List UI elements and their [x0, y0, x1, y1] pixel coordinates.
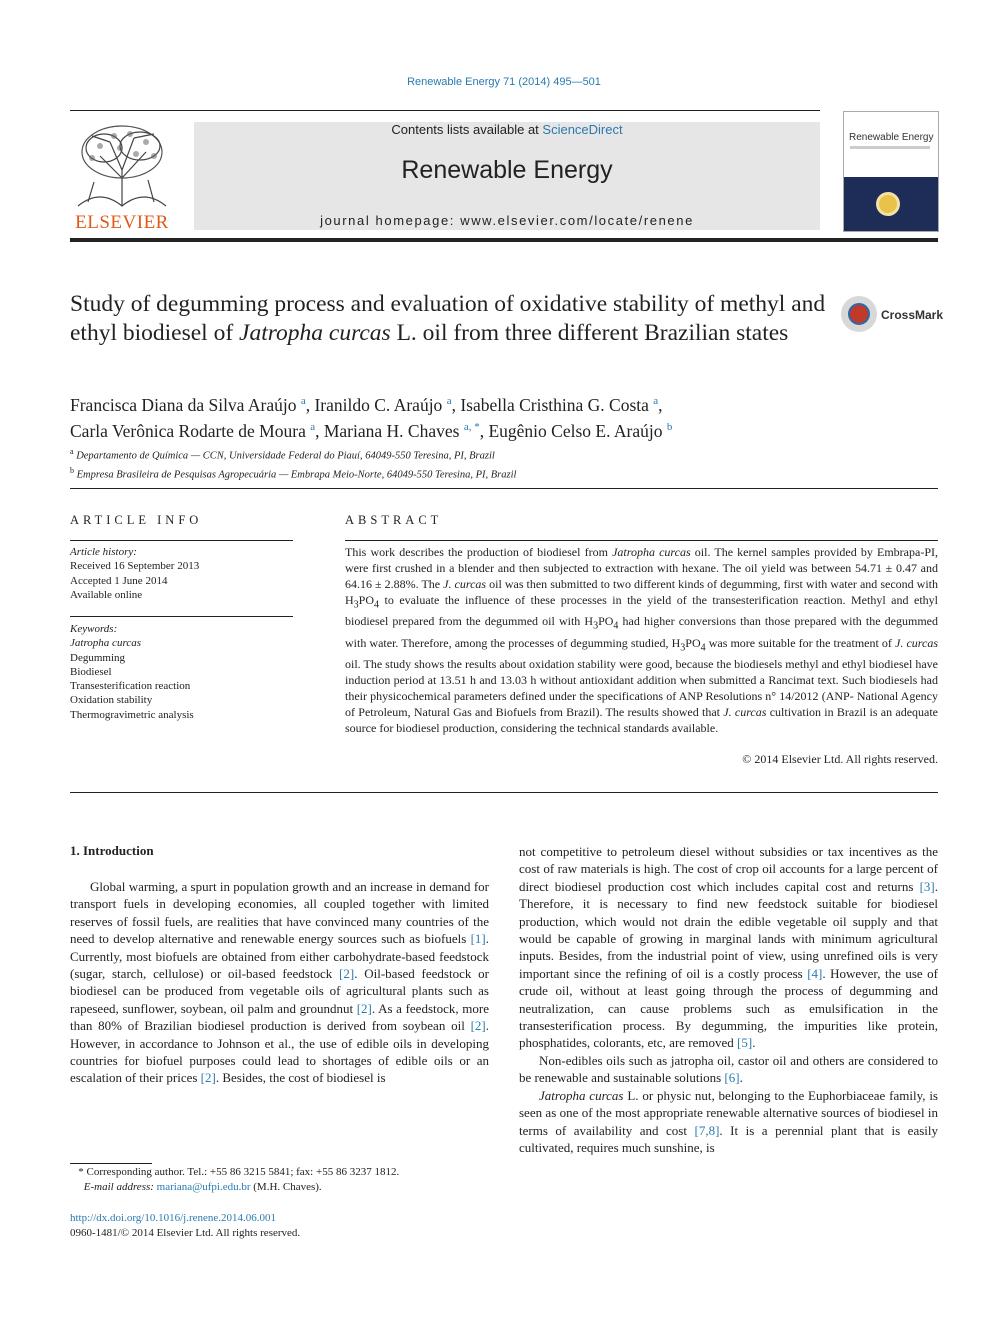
author-affil-mark[interactable]: a: [300, 395, 306, 407]
author-list: [70, 390, 930, 442]
abstract-text: This work describes the production of biodiesel from Jatropha curcas oil. The kernel samples provided by Embrapa-PI, were first crushed in a blender and then subjected to extraction with hexane. The oil yield was between 54.71 ± 0.47 and 64.16 ± 2.88%. The J. curcas oil was then submitted to two different kinds of degumming, first with water and second with $H_3PO_4$ to evaluate the influence of these processes in the yield of the transesterification reaction. Methyl and ethyl biodiesel prepared from the degummed oil with $H_3PO_4$ had higher conversions than those prepared with the degummed with water. Therefore, among the processes of degumming studied, $H_3PO_4$ was more suitable for the treatment of J. curcas oil. The study shows the results about oxidation stability were good, because the biodiesels methyl and ethyl biodiesel have induction period at 13.51 h and 13.03 h without antioxidant addition when submitted a Rancimat text. Such biodiesels had their physicochemical parameters defined under the specifications of ANP Resolutions n° 14/2012 (ANP- National Agency of Petroleum, Natural Gas and Biofuels from Brazil). The results showed that J. curcas cultivation in Brazil is an adequate source for biodiesel production, considering the technical standards available.: [345, 545, 939, 736]
affiliation-text: Empresa Brasileira de Pesquisas Agropecuária — Embrapa Meio-Norte, 64049-550 Teresina, PI, Brazil: [76, 469, 517, 480]
author-separator: ,: [479, 420, 489, 441]
contents-prefix: Contents lists available at: [391, 122, 543, 137]
title-part2: L. oil from three different Brazilian states: [390, 320, 789, 346]
author-name: Eugênio Celso E. Araújo: [488, 420, 663, 441]
author-affil-mark[interactable]: a: [310, 420, 316, 433]
corresponding-author-footnote: * Corresponding author. Tel.: +55 86 3215 5841; fax: +55 86 3237 1812. E-mail address: mariana@ufpi.edu.br (M.H. Chaves).: [70, 1166, 400, 1193]
title-part1: Study of degumming process and evaluation of oxidative stability of methyl and ethyl biodiesel of: [70, 291, 826, 346]
abstract-heading: ABSTRACT: [345, 513, 443, 527]
section-heading-introduction: 1. Introduction: [70, 843, 154, 858]
keywords-rule: [70, 616, 293, 617]
article-info-heading: ARTICLE INFO: [70, 513, 203, 527]
body-column-left: [70, 878, 489, 1087]
keyword: Oxidation stability: [70, 694, 153, 707]
footnote-rule: [70, 1163, 152, 1164]
cover-flower-icon: [879, 195, 897, 213]
journal-reference[interactable]: Renewable Energy 71 (2014) 495—501: [407, 76, 601, 88]
body-paragraph: Non-edibles oils such as jatropha oil, castor oil and others are considered to be renewable and sustainable solutions [6].: [519, 1052, 938, 1086]
title-species: Jatropha curcas: [239, 320, 391, 346]
author-affil-mark[interactable]: a, *: [463, 420, 480, 433]
keywords-label: Keywords:: [70, 623, 118, 635]
homepage-link[interactable]: www.elsevier.com/locate/renene: [460, 213, 694, 228]
body-paragraph: not competitive to petroleum diesel without subsidies or tax incentives as the cost of raw materials is high. The cost of crop oil accounts for a large percent of direct biodiesel production cost which includes capital cost and returns [3]. Therefore, it is necessary to find new feedstock suitable for biodiesel production, which would not drain the edible vegetable oil supply and that would be capable of growing in marginal lands with minimum agricultural inputs. Besides, from the industrial point of view, using unrefined oils is very important since the refining of oil is a costly process [4]. However, the use of crude oil, without at least going through the process of degumming and neutralization, can cause problems such as emulsification in the transesterification process. By degumming, the impurities like protein, phosphatides, colorants, etc, are removed [5].: [519, 844, 938, 1051]
history-item: Available online: [70, 588, 143, 601]
keywords: [70, 622, 300, 722]
author-separator: ,: [658, 394, 663, 415]
sciencedirect-link[interactable]: ScienceDirect: [542, 122, 623, 137]
journal-cover: [843, 111, 939, 232]
elsevier-wordmark: ELSEVIER: [75, 212, 169, 233]
keyword: Thermogravimetric analysis: [70, 708, 194, 721]
cover-title: Renewable Energy: [849, 132, 934, 143]
author-separator: ,: [451, 394, 461, 415]
article-info-rule: [70, 540, 293, 541]
corresponding-text: Corresponding author. Tel.: +55 86 3215 5841; fax: +55 86 3237 1812.: [86, 1166, 400, 1178]
header-bottom-rule: [70, 238, 938, 242]
article-history: [70, 545, 300, 602]
author-separator: ,: [315, 420, 324, 441]
author-name: Carla Verônica Rodarte de Moura: [70, 420, 306, 441]
history-item: Received 16 September 2013: [70, 560, 200, 573]
affiliation-rule: [70, 488, 938, 489]
journal-name: Renewable Energy: [401, 156, 613, 184]
elsevier-logo: [70, 118, 174, 234]
abstract-copyright: © 2014 Elsevier Ltd. All rights reserved.: [742, 752, 938, 766]
crossmark-badge[interactable]: [841, 296, 944, 336]
journal-banner: [194, 122, 820, 230]
author-affil-mark[interactable]: a: [653, 395, 659, 407]
author-name: Mariana H. Chaves: [323, 420, 460, 441]
author-name: Francisca Diana da Silva Araújo: [70, 394, 297, 415]
history-item: Accepted 1 June 2014: [70, 574, 168, 587]
author-name: Isabella Cristhina G. Costa: [460, 394, 649, 415]
top-rule: [70, 110, 820, 111]
affiliation-text: Departamento de Química — CCN, Universidade Federal do Piauí, 64049-550 Teresina, PI, Brazil: [76, 450, 495, 462]
keyword: Jatropha curcas: [70, 637, 141, 650]
cover-art: [844, 177, 938, 231]
crossmark-label: CrossMark: [881, 308, 944, 322]
affiliation: [70, 445, 930, 464]
doi-link[interactable]: http://dx.doi.org/10.1016/j.renene.2014.06.001: [70, 1212, 277, 1224]
author-separator: ,: [305, 394, 315, 415]
keyword: Biodiesel: [70, 665, 112, 678]
doi-block: [70, 1211, 300, 1241]
history-label: Article history:: [70, 546, 137, 558]
body-paragraph: Jatropha curcas L. or physic nut, belonging to the Euphorbiaceae family, is seen as one of the most appropriate renewable alternative sources of biodiesel in terms of availability and cost [7,8]. It is a perennial plant that is easily cultivated, requires much sunshine, is: [519, 1087, 938, 1155]
crossmark-icon: [841, 296, 877, 332]
author-affil-mark[interactable]: b: [666, 420, 673, 433]
body-column-right: [519, 843, 938, 1156]
abstract-bottom-rule: [70, 792, 938, 793]
contents-line: [194, 122, 820, 137]
email-suffix: (M.H. Chaves).: [250, 1181, 322, 1193]
cover-subtitle-bar: [850, 146, 930, 149]
homepage-prefix: journal homepage:: [320, 213, 461, 228]
email-link[interactable]: mariana@ufpi.edu.br: [156, 1181, 251, 1193]
abstract-rule: [345, 540, 938, 541]
issn-line: 0960-1481/© 2014 Elsevier Ltd. All rights reserved.: [70, 1227, 301, 1239]
affiliation: [70, 464, 930, 483]
affiliations: [70, 445, 930, 482]
body-paragraph: Global warming, a spurt in population growth and an increase in demand for transport fuels in developing economies, all coupled together with limited reserves of fossil fuels, are realities that have convinced many countries of the need to develop alternative and renewable energy sources such as biofuels [1]. Currently, most biofuels are obtained from either carbohydrate-based feedstock (sugar, starch, cellulose) or oil-based feedstock [2]. Oil-based feedstock or biodiesel can be produced from vegetable oils of agricultural plants such as rapeseed, sunflower, soybean, oil palm and groundnut [2]. As a feedstock, more than 80% of Brazilian biodiesel production is derived from soybean oil [2]. However, in accordance to Johnson et al., the use of edible oils in developing countries for biofuel purposes could lead to shortages of edible oils or an escalation of their prices [2]. Besides, the cost of biodiesel is: [70, 879, 489, 1086]
affiliation-mark: b: [70, 465, 74, 475]
author-affil-mark[interactable]: a: [446, 395, 452, 407]
affiliation-mark: a: [70, 447, 74, 456]
journal-homepage: [194, 213, 820, 228]
keyword: Transesterification reaction: [70, 680, 191, 693]
email-label: E-mail address:: [83, 1181, 154, 1193]
article-title: [70, 290, 840, 348]
author-name: Iranildo C. Araújo: [314, 394, 443, 415]
keyword: Degumming: [70, 651, 125, 664]
